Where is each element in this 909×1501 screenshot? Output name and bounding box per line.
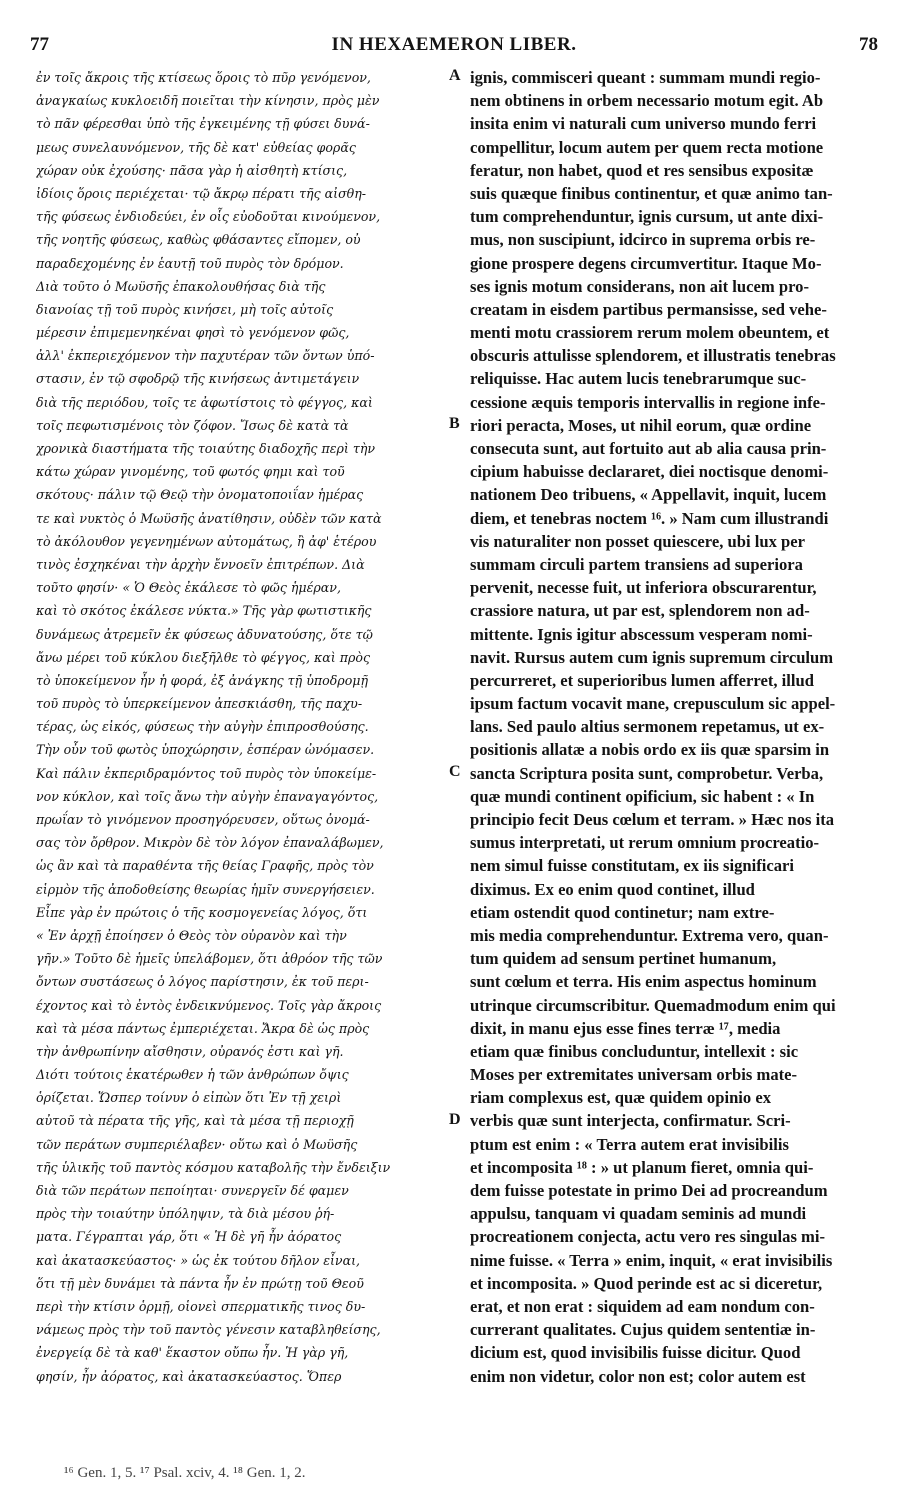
greek-text-line: τῶν περάτων συμπεριέλαβεν· οὕτω καὶ ὁ Μωϋσῆς [36,1136,358,1152]
latin-text-line: percurreret, et superioribus lumen afferret, illud [470,670,814,690]
latin-text-line: dixit, in manu ejus esse fines terræ ¹⁷, media [470,1018,781,1038]
latin-text-line: cipium habuisse declararet, diei noctisque denomi- [470,462,829,482]
latin-text-line: diximus. Ex eo enim quod continet, illud [470,879,755,899]
greek-text-line: διὰ τῆς περιόδου, τοῖς τε ἀφωτίστοις τὸ φέγγος, καὶ [36,394,373,410]
greek-text-line: τῆς φύσεως ἐνδιοδεύει, ἐν οἷς εὐοδοῦται κινούμενον, [36,209,381,225]
latin-text-line: et incomposita ¹⁸ : » ut planum fieret, omnia qui- [470,1157,814,1177]
latin-text-line: enim non videtur, color non est; color autem est [470,1366,806,1386]
greek-text-line: διανοίας τῇ τοῦ πυρὸς κινήσει, μὴ τοῖς αὐτοῖς [36,301,334,317]
latin-text-line: riori peracta, Moses, ut nihil eorum, quæ ordine [470,415,812,435]
greek-text-line: ἄνω μέρει τοῦ κύκλου διεξῆλθε τὸ φέγγος, καὶ πρὸς [36,649,371,665]
latin-text-line: sumus interpretati, ut rerum omnium procreatio- [470,833,820,853]
greek-text-line: κάτω χώραν γινομένης, τοῦ φωτός φημι καὶ τοῦ [36,464,345,480]
greek-text-line: φησίν, ἦν ἀόρατος, καὶ ἀκατασκεύαστος. Ὅπερ [36,1368,342,1384]
greek-text-line: γῆν.» Τοῦτο δὲ ἡμεῖς ὑπελάβομεν, ὅτι ἀθρόον τῆς τῶν [36,951,383,967]
latin-text-line: dicium est, quod invisibilis fuisse dicitur. Quod [470,1343,801,1363]
latin-text-line: utrinque circumscribitur. Quemadmodum enim qui [470,995,836,1015]
latin-text-line: mittente. Ignis igitur abscessum vesperam nomi- [470,624,813,644]
greek-text-line: τοῦτο φησίν· « Ὁ Θεὸς ἐκάλεσε τὸ φῶς ἡμέραν, [36,580,341,596]
greek-text-line: περὶ τὴν κτίσιν ὁρμῇ, οἱονεὶ σπερματικῆς τινος δυ- [36,1298,366,1314]
greek-text-line: στασιν, ἐν τῷ σφοδρῷ τῆς κινήσεως ἀντιμετάγειν [36,371,360,387]
greek-text-line: σκότους· πάλιν τῷ Θεῷ τὴν ὀνοματοποιΐαν ἡμέρας [36,487,364,503]
section-marker: A [449,67,461,84]
latin-text-line: compellitur, locum autem per quem recta motione [470,137,824,157]
greek-text-line: εἱρμὸν τῆς ἀποδοθείσης θεωρίας ἡμῖν συνεργήσειεν. [36,881,375,897]
latin-text-line: menti motu crassiorem rerum molem obeuntem, et [470,323,830,343]
latin-text-line: erat, et non erat : siquidem ad eam nondum con- [470,1296,815,1316]
latin-text-line: navit. Rursus autem cum ignis supremum circulum [470,647,834,667]
greek-text-line: πρωΐαν τὸ γινόμενον προσηγόρευσεν, οὕτως ὀνομά- [36,812,370,827]
latin-text-line: diem, et tenebras noctem ¹⁶. » Nam cum illustrandi [470,508,829,528]
greek-text-line: χώραν οὐκ ἐχούσης· πᾶσα γὰρ ἡ αἰσθητὴ κτίσις, [36,162,348,178]
greek-text-line: τὸ ὑποκείμενον ἦν ἡ φορά, ἐξ ἀνάγκης τῇ ὑποδρομῇ [36,672,369,688]
greek-text-line: τέρας, ὡς εἰκός, φύσεως τὴν αὐγὴν ἐπιπροσθούσης. [36,719,369,735]
greek-text-line: αὐτοῦ τὰ πέρατα τῆς γῆς, καὶ τὰ μέσα τῇ περιοχῇ [36,1113,354,1129]
latin-text-line: nem simul fuisse constitutam, ex iis significari [470,856,795,876]
greek-text-line: ὡς ἂν καὶ τὰ παραθέντα τῆς θείας Γραφῆς, πρὸς τὸν [36,858,374,874]
greek-text-line: « Ἐν ἀρχῇ ἐποίησεν ὁ Θεὸς τὸν οὐρανὸν καὶ τὴν [36,927,347,943]
greek-text-line: σας τὸν ὄρθρον. Μικρὸν δὲ τὸν λόγον ἐπαναλάβωμεν, [36,835,384,851]
greek-text-line: καὶ τὸ σκότος ἐκάλεσε νύκτα.» Τῆς γὰρ φωτιστικῆς [36,603,372,619]
greek-text-line: τοῦ πυρὸς τὸ ὑπερκείμενον ἀπεσκιάσθη, τῆς παχυ- [36,696,363,712]
latin-text-line: etiam ostendit quod continetur; nam extre- [470,902,775,922]
latin-text-line: currerant qualitates. Cujus quidem sententiæ in- [470,1320,816,1340]
page-number-left: 77 [30,34,49,55]
running-header [30,34,878,60]
latin-text-line: vis naturaliter non posset quiescere, ubi lux per [470,531,805,551]
latin-text-line: et incomposita. » Quod perinde est ac si diceretur, [470,1273,823,1293]
greek-text-line: τινὸς ἐσχηκέναι τὴν ἀρχὴν ἔννοεῖν ἐπιτρέπων. Διὰ [36,556,365,572]
greek-text-line: ἐν τοῖς ἄκροις τῆς κτίσεως ὅροις τὸ πῦρ γενόμενον, [36,70,371,85]
latin-text-line: cessione æquis temporis intervallis in regione infe- [470,392,826,412]
latin-text-line: riam complexus est, quæ quidem opinio ex [470,1088,772,1108]
section-marker: B [449,415,460,432]
latin-text-line: mis media comprehenduntur. Extrema vero, quan- [470,925,829,945]
latin-text-line: ptum est enim : « Terra autem erat invisibilis [470,1134,789,1154]
latin-column [470,66,882,1388]
latin-text-line: ignis, commisceri queant : summam mundi regio- [470,68,821,87]
latin-text-line: verbis quæ sunt interjecta, confirmatur. Scri- [470,1111,791,1131]
latin-text-line: mus, non suscipiunt, idcirco in suprema orbis re- [470,230,816,250]
greek-text-line: ὄντων συστάσεως ὁ λόγος παρίστησιν, ἐκ τοῦ περι- [36,974,369,990]
latin-text-line: tum comprehenduntur, ignis cursum, ut ante dixi- [470,207,824,227]
latin-text-line: nem obtinens in orbem necessario motum egit. Ab [470,91,824,111]
latin-text-line: sunt cœlum et terra. His enim aspectus hominum [470,972,817,992]
greek-text-line: δυνάμεως ἀτρεμεῖν ἐκ φύσεως ἀδυνατούσης, ὅτε τῷ [36,626,373,642]
latin-text-line: nationem Deo tribuens, « Appellavit, inquit, lucem [470,485,827,505]
greek-text-line: Εἶπε γὰρ ἐν πρώτοις ὁ τῆς κοσμογενείας λόγος, ὅτι [36,904,368,920]
greek-text-line: ὁρίζεται. Ὥσπερ τοίνυν ὁ εἰπὼν ὅτι Ἐν τῇ χειρὶ [36,1090,342,1106]
greek-text-line: τὸ ἀκόλουθον γεγενημένων αὐτομάτως, ἢ ἀφ' ἑτέρου [36,533,377,549]
greek-text-line: νον κύκλον, καὶ τοῖς ἄνω τὴν αὐγὴν ἐπαναγαγόντος, [36,788,379,804]
latin-text-line: creatam in eisdem partibus permansisse, sed vehe- [470,299,827,319]
latin-text-line: nime fuisse. « Terra » enim, inquit, « erat invisibilis [470,1250,833,1270]
latin-text-line: reliquisse. Hac autem lucis tenebrarumque suc- [470,369,807,389]
greek-text-line: Καὶ πάλιν ἐκπεριδραμόντος τοῦ πυρὸς τὸν ὑποκείμε- [36,765,377,781]
section-marker: D [449,1111,461,1128]
greek-text-line: τῆς νοητῆς φύσεως, καθὼς φθάσαντες εἴπομεν, οὐ [36,232,361,248]
latin-text-line: dem fuisse potestate in primo Dei ad procreandum [470,1181,828,1200]
greek-text-line: ματα. Γέγραπται γάρ, ὅτι « Ἡ δὲ γῆ ἦν ἀόρατος [36,1229,342,1245]
section-marker: C [449,763,461,780]
latin-text-line: principio fecit Deus cœlum et terram. » Hæc nos ita [470,810,835,829]
greek-column [36,66,458,1388]
greek-text-line: ἀλλ' ἐκπεριεχόμενον τὴν παχυτέραν τῶν ὄντων ὑπό- [36,348,375,364]
latin-text-line: ses ignis motum considerans, non ait lucem pro- [470,276,809,296]
latin-text-line: positionis allatæ a nobis ordo ex iis quæ sparsim in [470,740,830,760]
greek-text-line: ὅτι τῇ μὲν δυνάμει τὰ πάντα ἦν ἐν πρώτῃ τοῦ Θεοῦ [36,1275,364,1291]
latin-text-line: feratur, non habet, quod et res sensibus expositæ [470,160,814,180]
greek-text-line: τῆς ὑλικῆς τοῦ παντὸς κόσμου καταβολῆς τὴν ἔνδειξιν [36,1159,391,1175]
greek-text-line: τὸ πᾶν φέρεσθαι ὑπὸ τῆς ἐγκειμένης τῇ φύσει δυνά- [36,116,370,132]
latin-text-line: ipsum factum vocavit mane, crepusculum sic appel- [470,694,836,714]
latin-text-line: crassiore natura, ut par est, splendorem non ad- [470,601,810,621]
latin-text-line: suis quæque finibus continentur, et quæ animo tan- [470,183,833,203]
greek-text-line: μεως συνελαυνόμενον, τῆς δὲ κατ' εὐθείας φορᾶς [36,139,356,155]
greek-text-line: Τὴν οὖν τοῦ φωτὸς ὑποχώρησιν, ἑσπέραν ὠνόμασεν. [36,742,375,758]
greek-text-line: Διότι τούτοις ἑκατέρωθεν ἡ τῶν ἀνθρώπων ὄψις [36,1067,349,1083]
latin-text-line: lans. Sed paulo altius sermonem repetamus, ut ex- [470,717,825,737]
latin-text-line: summam circuli partem transiens ad superiora [470,554,803,574]
latin-text-line: appulsu, tanquam vi quadam seminis ad mundi [470,1204,807,1224]
greek-text-line: έχοντος καὶ τὸ ἐντὸς ἐνδεικνύμενος. Τοῖς γὰρ ἄκροις [36,997,382,1013]
greek-text-line: πρὸς τὴν τοιαύτην ὑπόληψιν, τὰ διὰ μέσου ῥή- [36,1206,335,1222]
greek-text-line: χρονικὰ διαστήματα τῆς τοιαύτης διαδοχῆς περὶ τὴν [36,441,376,456]
greek-text-line: ἐνεργείᾳ δὲ τὰ καθ' ἕκαστον οὔπω ἦν. Ἡ γὰρ γῆ, [36,1345,349,1361]
latin-text-line: Moses per extremitates universam orbis mate- [470,1065,798,1085]
greek-text-line: καὶ ἀκατασκεύαστος· » ὡς ἐκ τούτου δῆλον εἶναι, [36,1252,361,1268]
latin-text-line: etiam quæ finibus concluduntur, intellexit : sic [470,1041,799,1061]
latin-text-line: tum quidem ad sensum pertinet humanum, [470,949,777,969]
greek-text-line: τὴν ἀνθρωπίνην αἴσθησιν, οὐρανός ἐστι καὶ γῆ. [36,1043,344,1059]
latin-text-line: gione prospere degens circumvertitur. Itaque Mo- [470,253,822,273]
latin-text-line: obscuris attulisse splendorem, et illustratis tenebras [470,346,836,366]
greek-text-line: ἀναγκαίως κυκλοειδῆ ποιεῖται τὴν κίνησιν, πρὸς μὲν [36,93,380,109]
greek-text-line: νάμεως πρὸς τὴν τοῦ παντὸς γένεσιν καταβληθείσης, [36,1322,381,1338]
latin-text-line: pervenit, necesse fuit, ut inferiora obscurarentur, [470,578,817,598]
running-title: IN HEXAEMERON LIBER. [331,34,577,55]
greek-text-line: καὶ τὰ μέσα πάντως ἐμπεριέχεται. Ἄκρα δὲ ὡς πρὸς [36,1020,370,1036]
latin-text-line: insita enim vi naturali cum universo mundo ferri [470,114,817,134]
greek-text-line: ἰδίοις ὅροις περιέχεται· τῷ ἄκρῳ πέρατι τῆς αἰσθη- [36,185,367,201]
greek-text-line: τε καὶ νυκτὸς ὁ Μωϋσῆς ἀνατίθησιν, οὐδὲν τῶν κατὰ [36,510,382,526]
page-number-right: 78 [859,34,878,55]
footnotes: ¹⁶ Gen. 1, 5. ¹⁷ Psal. xciv, 4. ¹⁸ Gen. 1, 2. [64,1465,306,1481]
latin-text-line: sancta Scriptura posita sunt, comprobetur. Verba, [470,763,824,783]
latin-text-line: quæ mundi continent opificium, sic habent : « In [470,786,815,806]
greek-text-line: Διὰ τοῦτο ὁ Μωϋσῆς ἐπακολουθήσας διὰ τῆς [36,278,326,294]
greek-text-line: παραδεχομένης ἐν ἑαυτῇ τοῦ πυρὸς τὸν δρόμον. [36,255,344,271]
greek-text-line: τοῖς πεφωτισμένοις τὸν ζόφον. Ἴσως δὲ κατὰ τὰ [36,417,349,433]
latin-text-line: procreationem conjecta, actu vero res singulas mi- [470,1227,826,1247]
greek-text-line: διὰ τῶν περάτων πεποίηται· συνεργεῖν δέ φαμεν [36,1183,349,1198]
greek-text-line: μέρεσιν ἐπιμεμενηκέναι φησὶ τὸ γενόμενον φῶς, [36,325,350,341]
latin-text-line: consecuta sunt, aut fortuito aut ab alia causa prin- [470,439,827,458]
